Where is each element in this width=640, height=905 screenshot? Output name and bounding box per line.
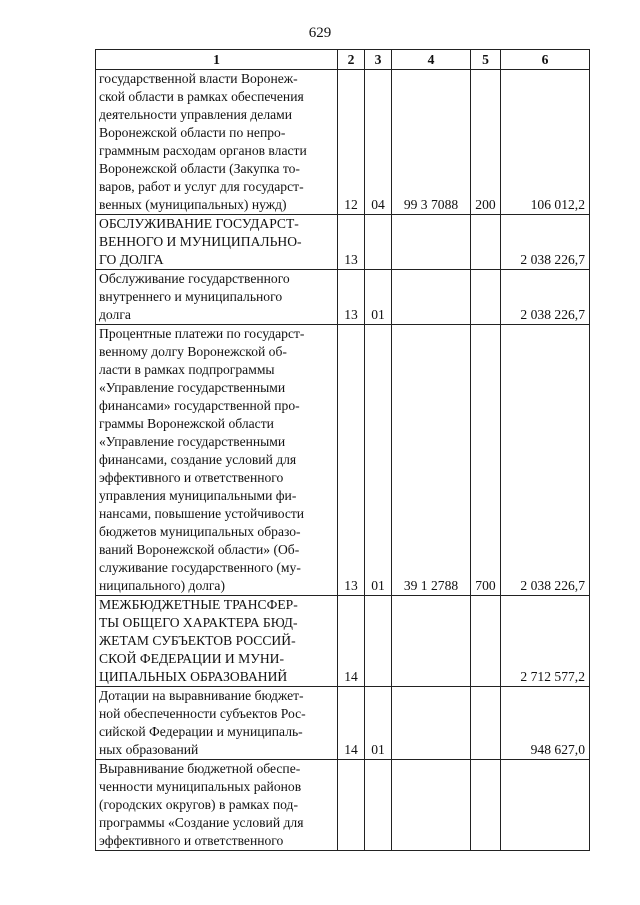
- row-name-line: сийской Федерации и муниципаль-: [99, 724, 303, 739]
- row-c2-cell: 13: [338, 215, 365, 270]
- row-c3-cell: 04: [365, 70, 392, 215]
- row-c4-cell: [392, 215, 471, 270]
- row-name-line: варов, работ и услуг для государст-: [99, 179, 304, 194]
- row-name-line: программы «Создание условий для: [99, 815, 304, 830]
- row-name-line: долга: [99, 307, 131, 322]
- row-name-line: граммным расходам органов власти: [99, 143, 307, 158]
- row-c5-cell: [471, 215, 501, 270]
- row-c3-cell: [365, 596, 392, 687]
- budget-table: [95, 49, 590, 851]
- row-c2-cell: 12: [338, 70, 365, 215]
- row-c4-cell: [392, 270, 471, 325]
- row-name-cell: [96, 760, 338, 851]
- header-col-1: 1: [96, 50, 338, 70]
- row-name-line: служивание государственного (му-: [99, 560, 301, 575]
- row-name-line: граммы Воронежской области: [99, 416, 274, 431]
- row-name-line: ТЫ ОБЩЕГО ХАРАКТЕРА БЮД-: [99, 615, 298, 630]
- row-c5-cell: [471, 687, 501, 760]
- row-c2-cell: [338, 760, 365, 851]
- row-name-line: ЖЕТАМ СУБЪЕКТОВ РОССИЙ-: [99, 633, 296, 648]
- row-name-cell: [96, 596, 338, 687]
- row-name-line: ласти в рамках подпрограммы: [99, 362, 275, 377]
- table-row: [96, 325, 590, 596]
- row-name-line: ской области в рамках обеспечения: [99, 89, 304, 104]
- row-name-line: «Управление государственными: [99, 434, 286, 449]
- row-c6-cell: 2 038 226,7: [501, 215, 590, 270]
- row-name-line: финансами, создание условий для: [99, 452, 297, 467]
- header-col-4: 4: [392, 50, 471, 70]
- row-name-line: ниципального) долга): [99, 578, 225, 593]
- row-c5-cell: 200: [471, 70, 501, 215]
- row-name-line: МЕЖБЮДЖЕТНЫЕ ТРАНСФЕР-: [99, 597, 298, 612]
- row-name-line: Воронежской области по непро-: [99, 125, 286, 140]
- row-name-line: Обслуживание государственного: [99, 271, 290, 286]
- row-name-line: ваний Воронежской области» (Об-: [99, 542, 300, 557]
- row-c5-cell: [471, 760, 501, 851]
- row-name-cell: [96, 687, 338, 760]
- row-name-line: управления муниципальными фи-: [99, 488, 297, 503]
- row-name-line: ГО ДОЛГА: [99, 252, 164, 267]
- row-c4-cell: [392, 760, 471, 851]
- row-c4-cell: 99 3 7088: [392, 70, 471, 215]
- row-name-line: Дотации на выравнивание бюджет-: [99, 688, 304, 703]
- row-name-line: деятельности управления делами: [99, 107, 293, 122]
- row-c2-cell: 14: [338, 596, 365, 687]
- header-row: [96, 50, 590, 70]
- row-c6-cell: 106 012,2: [501, 70, 590, 215]
- row-name-line: государственной власти Воронеж-: [99, 71, 298, 86]
- row-c3-cell: 01: [365, 270, 392, 325]
- table-row: [96, 760, 590, 851]
- row-name-line: Процентные платежи по государст-: [99, 326, 305, 341]
- row-name-line: ной обеспеченности субъектов Рос-: [99, 706, 306, 721]
- row-name-line: финансами» государственной про-: [99, 398, 300, 413]
- row-name-line: ЦИПАЛЬНЫХ ОБРАЗОВАНИЙ: [99, 669, 288, 684]
- row-name-line: ченности муниципальных районов: [99, 779, 302, 794]
- table-row: [96, 596, 590, 687]
- row-name-cell: [96, 215, 338, 270]
- row-name-line: (городских округов) в рамках под-: [99, 797, 298, 812]
- row-name-line: «Управление государственными: [99, 380, 286, 395]
- row-c4-cell: [392, 687, 471, 760]
- page-number: 629: [308, 25, 332, 41]
- header-col-6: 6: [501, 50, 590, 70]
- row-name-line: бюджетов муниципальных образо-: [99, 524, 301, 539]
- row-name-line: СКОЙ ФЕДЕРАЦИИ И МУНИ-: [99, 651, 285, 666]
- row-name-cell: [96, 70, 338, 215]
- row-c6-cell: 2 712 577,2: [501, 596, 590, 687]
- row-c5-cell: [471, 270, 501, 325]
- row-name-line: Выравнивание бюджетной обеспе-: [99, 761, 301, 776]
- header-col-3: 3: [365, 50, 392, 70]
- row-name-line: эффективного и ответственного: [99, 833, 284, 848]
- table-row: [96, 215, 590, 270]
- row-c3-cell: 01: [365, 325, 392, 596]
- row-c2-cell: 13: [338, 270, 365, 325]
- table-row: [96, 70, 590, 215]
- row-c6-cell: [501, 760, 590, 851]
- row-c2-cell: 14: [338, 687, 365, 760]
- row-name-line: внутреннего и муниципального: [99, 289, 283, 304]
- row-c6-cell: 2 038 226,7: [501, 270, 590, 325]
- row-c3-cell: [365, 215, 392, 270]
- row-name-cell: [96, 325, 338, 596]
- row-name-line: эффективного и ответственного: [99, 470, 284, 485]
- table-row: [96, 687, 590, 760]
- row-name-line: ВЕННОГО И МУНИЦИПАЛЬНО-: [99, 234, 302, 249]
- header-col-2: 2: [338, 50, 365, 70]
- row-name-line: венных (муниципальных) нужд): [99, 197, 287, 212]
- row-name-line: ных образований: [99, 742, 199, 757]
- row-name-line: Воронежской области (Закупка то-: [99, 161, 300, 176]
- table-body: [96, 70, 590, 851]
- row-c3-cell: [365, 760, 392, 851]
- row-name-line: ОБСЛУЖИВАНИЕ ГОСУДАРСТ-: [99, 216, 299, 231]
- header-col-5: 5: [471, 50, 501, 70]
- row-c5-cell: 700: [471, 325, 501, 596]
- row-c2-cell: 13: [338, 325, 365, 596]
- row-name-cell: [96, 270, 338, 325]
- row-c4-cell: 39 1 2788: [392, 325, 471, 596]
- row-c3-cell: 01: [365, 687, 392, 760]
- row-c5-cell: [471, 596, 501, 687]
- row-c4-cell: [392, 596, 471, 687]
- row-c6-cell: 2 038 226,7: [501, 325, 590, 596]
- row-c6-cell: 948 627,0: [501, 687, 590, 760]
- row-name-line: венному долгу Воронежской об-: [99, 344, 287, 359]
- table-row: [96, 270, 590, 325]
- row-name-line: нансами, повышение устойчивости: [99, 506, 305, 521]
